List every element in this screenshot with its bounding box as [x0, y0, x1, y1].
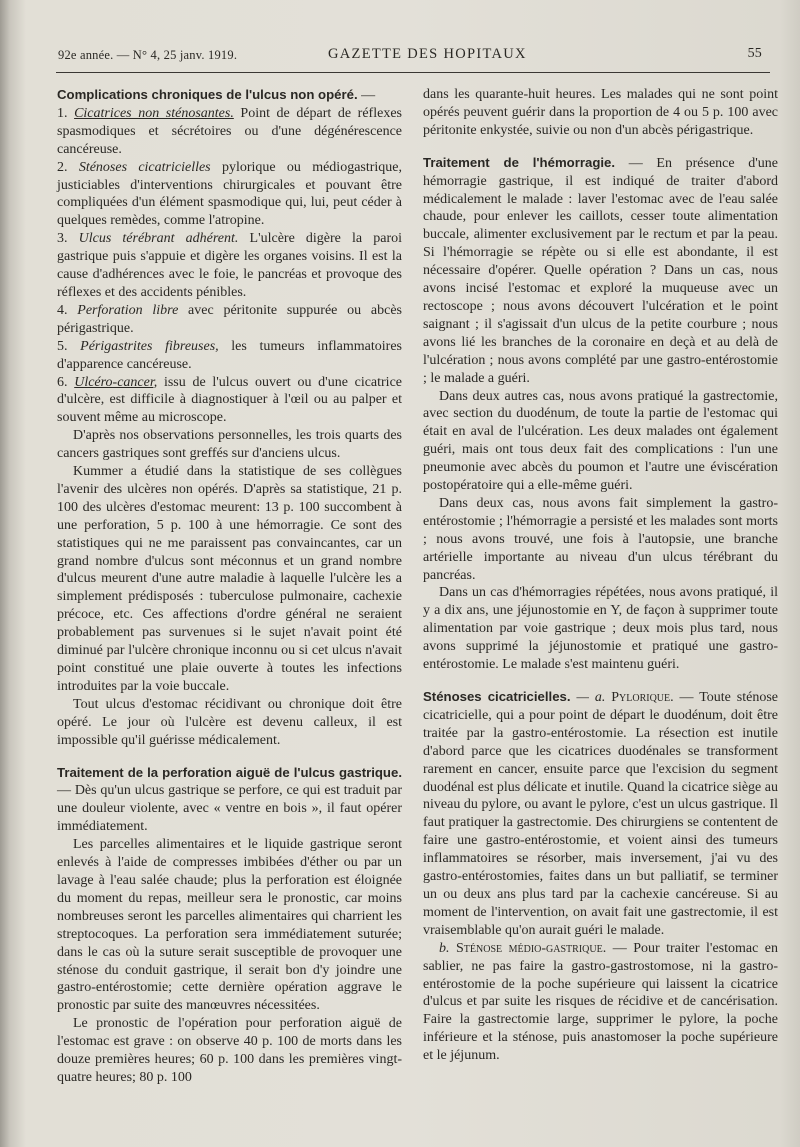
paragraph-repetees: Dans un cas d'hémorragies répétées, nous avons pratiqué, il y a dix ans, une jéjunostomie en Y, de façon à supprimer toute alimentation par voie gastrique ; deux mois plus tard, nous avons supprimé la jéjunostomie et pratiqué une gastro-entérostomie. Le malade s'est maintenu guéri.	[423, 585, 778, 673]
complication-item-3	[57, 230, 402, 302]
paragraph-observations: D'après nos observations personnelles, les trois quarts des cancers gastriques sont greffés sur d'anciens ulcus.	[57, 428, 402, 462]
stenoses-section	[423, 688, 778, 940]
header-rule	[56, 72, 770, 73]
perforation-text: — Dès qu'un ulcus gastrique se perfore, ce qui est traduit par une douleur violente, avec « ventre en bois », il faut opérer immédiatement.	[57, 783, 402, 835]
complication-text: issu de l'ulcus ouvert ou d'une cicatrice d'ulcère, est difficile à diagnostiquer à l'œil ou au palper et souvent même au microscope.	[57, 374, 402, 426]
perforation-section	[57, 764, 402, 837]
complication-title: Cicatrices non sténosantes.	[74, 105, 234, 121]
stenoses-text: — Toute sténose cicatricielle, qui a pour point de départ le duodénum, doit être traitée par la gastro-entérostomie. La résection est inutile d'abord parce que les cicatrices duodénales se transforment rarement en cancer, ensuite parce que l'excision du segment duodénal est plus délicate et inutile. Quand la cicatrice siège au niveau du pylore, ou avant le pylore, c'est un ulcus gastrique. Il faut pratiquer la gastrectomie. Des chirurgiens se contentent de faire une gastro-entérostomie, et voient ainsi des tumeurs inflammatoires se résorber, mais inversement, j'ai vu des gastro-entérostomies, faites dans un but palliatif, se terminer un ou deux ans plus tard par la cachexie cancéreuse. Si au moment de l'intervention, on avait fait une gastrectomie, il est vraisemblable qu'on aurait guéri le malade.	[423, 690, 779, 938]
hemorragie-text: — En présence d'une hémorragie gastrique, il est indiqué de traiter d'abord médicalement le malade : laver l'estomac avec de l'eau salée chaude, pour enlever les caillots, cesser toute alimentation buccale, alimenter exclusivement par le rectum et par la peau. Si l'hémorragie se répète ou si elle est abondante, il est nécessaire d'opérer. Quelle opération ? Dans un cas, nous avons incisé l'estomac et exploré la muqueuse avec un rectoscope ; nous avons découvert l'ulcération et le point saignant ; il s'agissait d'un ulcus de la petite courbure ; nous avons lié les branches de la coronaire en deçà et au delà de l'ulcération ; nous avons complété par une gastro-entérostomie ; le malade a guéri.	[423, 155, 778, 386]
left-column	[57, 86, 402, 1087]
complication-title: Périgastrites fibreuses,	[80, 338, 219, 354]
complication-number: 2.	[57, 159, 79, 175]
complication-number: 6.	[57, 374, 75, 390]
complications-heading-dash: —	[357, 88, 376, 103]
complication-text: L'ulcère digère la paroi gastrique puis s'appuie et digère les organes voisins. Il est la cause d'adhérences avec le foie, le pancréas et provoque des réflexes et des accidents pénibles.	[57, 231, 402, 300]
complication-title: Perforation libre	[77, 302, 179, 318]
paragraph-continuation: dans les quarante-huit heures. Les malades qui ne sont point opérés peuvent guérir dans la proportion de 4 ou 5 p. 100 avec péritonite enkystée, suivie ou non d'un abcès périgastrique.	[423, 87, 778, 138]
complications-heading: Complications chroniques de l'ulcus non opéré.	[57, 87, 358, 102]
complication-number: 3.	[57, 231, 79, 247]
complication-text: avec péritonite suppurée ou abcès périgastrique.	[57, 302, 402, 336]
complications-heading-para	[57, 86, 402, 105]
complication-number: 5.	[57, 338, 81, 354]
paragraph-parcelles: Les parcelles alimentaires et le liquide gastrique seront enlevés à l'aide de compresses imbibées d'éther ou par un lavage à l'eau salée chaude; plus la perforation est éloignée du moment du repas, meilleur sera le pronostic, car moins nombreuses seront les parcelles alimentaires qui charrient les streptocoques. La perforation sera immédiatement suturée; dans le cas où la suture serait susceptible de provoquer une sténose du conduit gastrique, il serait bon d'y joindre une gastro-entérostomie; cette dernière opération aggrave le pronostic par suite des manœuvres nécessitées.	[57, 837, 402, 1014]
perforation-heading: Traitement de la perforation aiguë de l'ulcus gastrique.	[57, 764, 402, 780]
complication-item-2	[57, 159, 402, 231]
running-head	[58, 46, 762, 66]
paragraph-deux-cas-2: Dans deux cas, nous avons fait simplement la gastro-entérostomie ; l'hémorragie a persisté et les malades sont morts ; nous avons trouvé, une fois à l'autopsie, une branche artérielle importante au niveau d'un ulcus térébrant du pancréas.	[423, 495, 778, 583]
hemorragie-heading: Traitement de l'hémorragie.	[423, 154, 616, 170]
complication-item-5	[57, 338, 402, 374]
complication-number: 1.	[57, 105, 75, 121]
paragraph-deux-cas: Dans deux autres cas, nous avons pratiqué la gastrectomie, avec section du duodénum, de toute la partie de l'estomac qui était en aval de l'ulcération. Les deux malades ont également guéri, mais ont tous deux fait des complications : l'un une pneumonie avec abcès du poumon et l'autre une éviscération postopératoire qui a elle-même guéri.	[423, 388, 778, 494]
stenose-medio-gastrique	[423, 940, 778, 1065]
b-title: Sténose médio-gastrique.	[456, 940, 607, 956]
paragraph-kummer: Kummer a étudié dans la statistique de ses collègues l'avenir des ulcères non opérés. D'après sa statistique, 21 p. 100 des ulcères d'estomac meurent: 13 p. 100 succombent à une perforation, 5 p. 100 à une hémorragie. Ce sont des statistiques qui ne me paraissent pas convaincantes, car un grand nombre d'ulcus sont méconnus et un grand nombre d'ulcus meurent d'une autre maladie à laquelle l'ulcère les a simplement prédisposés : tuberculose pulmonaire, cachexie précoce, etc. Ces affections d'ordre général ne seraient probablement pas survenues si le sujet n'avait point été diminué par l'ulcère chronique inconnu ou si cet ulcus n'avait point constitué une plaie ouverte à toutes les infections introduites par la voie buccale.	[57, 464, 402, 694]
hemorragie-section	[423, 154, 778, 388]
complication-title: Sténoses cicatricielles	[78, 159, 211, 175]
complication-text: Point de départ de réflexes spasmodiques et sécrétoires ou d'une dégénérescence cancéreuse.	[57, 105, 402, 157]
b-label: b.	[439, 940, 456, 956]
complication-number: 4.	[57, 302, 78, 318]
stenoses-heading: Sténoses cicatricielles.	[423, 689, 571, 704]
complication-text: pylorique ou médiogastrique, justiciables d'interventions chirurgicales et pouvant être compliquées d'un élément spasmodique qui, lui, peut céder à quelques remèdes, comme l'atropine.	[57, 159, 403, 229]
b-text: — Pour traiter l'estomac en sablier, ne pas faire la gastro-gastrostomose, ni la gastro-entérostomie de la poche supérieure qui laissent la cicatrice d'ulcus et par suite les risques de récidive et de cancérisation. Faire la gastrectomie large, supprimer le pylore, la poche inférieure et la sténose, puis anastomoser la poche supérieure et le jéjunum.	[423, 940, 779, 1064]
right-column	[423, 86, 778, 1065]
complication-item-4	[57, 302, 402, 338]
complication-text: les tumeurs inflammatoires d'apparence cancéreuse.	[57, 338, 402, 372]
journal-title: GAZETTE DES HOPITAUX	[328, 46, 527, 62]
paragraph-pronostic: Le pronostic de l'opération pour perforation aiguë de l'estomac est grave : on observe 40 p. 100 de morts dans les douze premières heures; 60 p. 100 dans les premières vingt-quatre heures; 80 p. 100	[57, 1016, 402, 1085]
issue-info: 92e année. — N° 4, 25 janv. 1919.	[58, 48, 238, 62]
complication-item-6	[57, 374, 402, 428]
complication-title: Ulcéro-cancer,	[74, 374, 158, 390]
paragraph-recidivant: Tout ulcus d'estomac récidivant ou chronique doit être opéré. Le jour où l'ulcère est devenu calleux, il est impossible qu'il guérisse médicalement.	[57, 696, 402, 748]
stenoses-a-label: — a.	[570, 690, 612, 705]
stenoses-pylorique-label: Pylorique.	[611, 690, 674, 705]
complication-title: Ulcus térébrant adhérent.	[78, 231, 239, 247]
page-number: 55	[747, 46, 762, 61]
complication-item-1	[57, 105, 402, 159]
